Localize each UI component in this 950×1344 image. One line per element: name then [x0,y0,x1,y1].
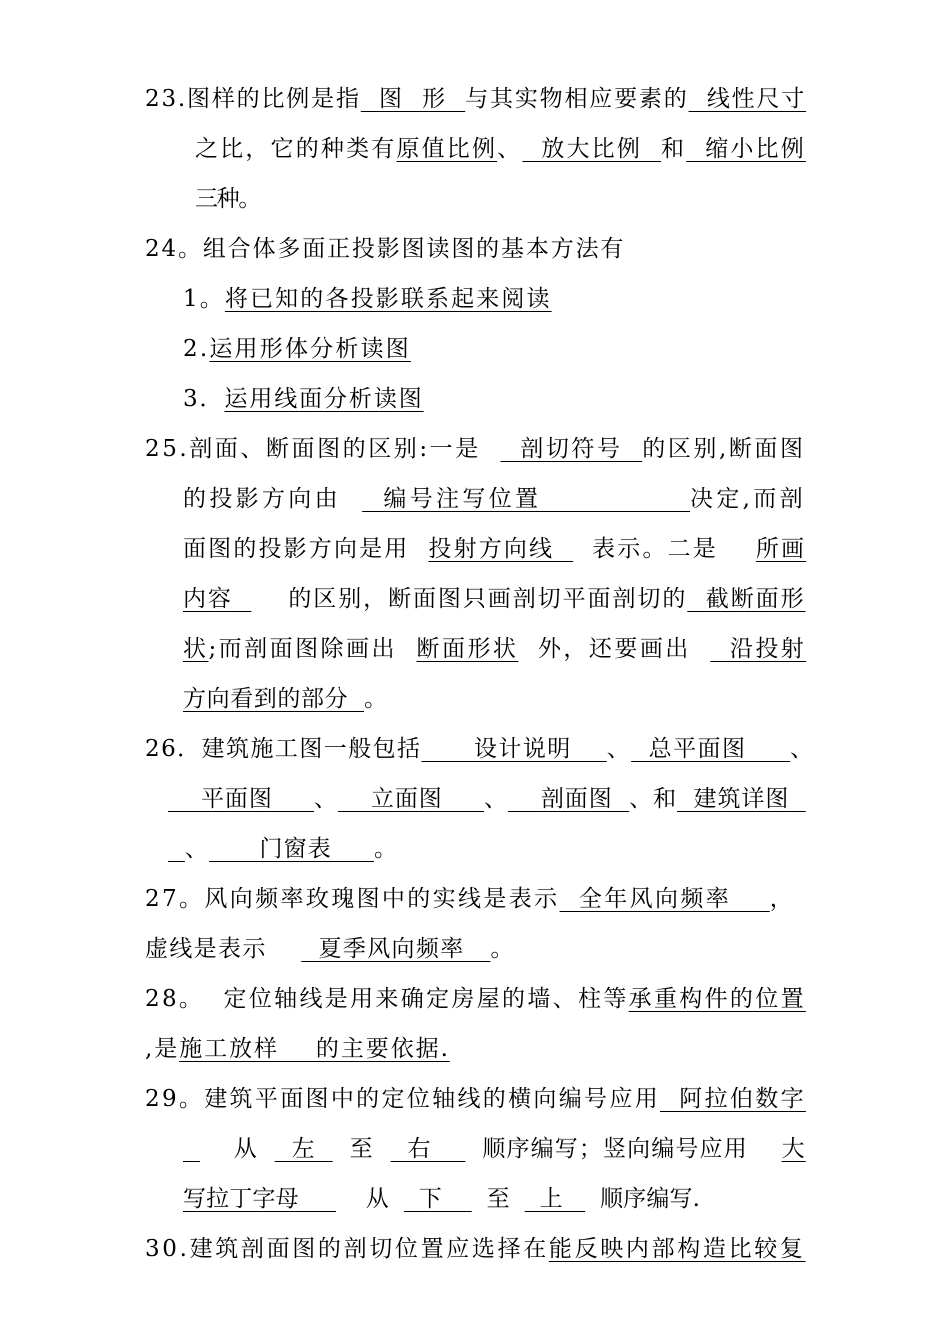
q25-line-4 [183,584,806,614]
text-segment: 、 [497,136,523,162]
text-segment: 面图的投影方向是用 [183,536,429,562]
text-segment: 至 [332,1136,391,1162]
text-segment: 的投影方向由 [183,486,363,512]
underlined-answer: 运用形体分析读图 [209,336,411,362]
text-segment: 顺序编写；竖向编号应用 [465,1136,782,1162]
text-segment: 23.图样的比例是指 [145,86,361,112]
underlined-answer: 设计说明 [421,736,607,762]
text-segment: 1。 [183,286,225,312]
q28-line-2 [145,1034,450,1064]
underlined-answer: 所画 [755,536,807,562]
underlined-answer: 缩小比例 [686,136,806,162]
text-segment: ,是 [145,1036,180,1062]
underlined-answer: 剖切符号 [500,436,643,462]
underlined-answer: 大 [781,1136,806,1162]
q29-line-1 [145,1084,806,1114]
underlined-answer: 承重构件的位置 [628,986,806,1012]
text-segment: 与其实物相应要素的 [465,86,689,112]
underlined-answer [183,1136,200,1162]
underlined-answer: 下 [403,1186,472,1212]
text-segment: 26．建筑施工图一般包括 [145,736,422,762]
text-segment: 外，还要画出 [518,636,711,662]
q29-line-2 [183,1134,806,1164]
text-segment: 的区别，断面图只画剖切平面剖切的 [251,586,688,612]
underlined-answer: 立面图 [337,786,484,812]
q24-line-1 [145,234,625,264]
underlined-answer: 将已知的各投影联系起来阅读 [224,286,552,312]
text-segment: 。 [490,936,515,962]
text-segment: 决定,而剖 [690,486,806,512]
underlined-answer: 全年风向频率 [559,886,770,912]
q25-line-2 [183,484,806,514]
text-segment: 24。组合体多面正投影图读图的基本方法有 [145,236,626,262]
text-segment: 和 [661,136,687,162]
text-segment: 、 [790,736,815,762]
underlined-answer: 沿投射 [710,636,807,662]
q25-line-3 [183,534,806,564]
text-segment: 2. [183,336,210,362]
text-segment: ;而剖面图除画出 [208,636,417,662]
underlined-answer: 平面图 [168,786,314,812]
text-segment: 、 [314,786,338,812]
q27-line-2 [145,934,515,964]
q24-item-2 [183,334,411,364]
q29-line-3 [183,1184,700,1214]
text-segment: 从 [199,1136,275,1162]
text-segment: 、 [184,836,209,862]
underlined-answer: 编号注写位置 [362,486,691,512]
underlined-answer: 内容 [183,586,252,612]
text-segment: 之比，它的种类有 [195,136,397,162]
underlined-answer: 门窗表 [208,836,374,862]
underlined-answer: 右 [390,1136,466,1162]
text-segment: 、 [483,786,508,812]
text-segment: 从 [335,1186,404,1212]
q26-line-1 [145,734,815,764]
text-segment: 、和 [629,786,678,812]
underlined-answer: 施工放样 的主要依据. [179,1036,450,1062]
q23-line-2 [195,134,806,164]
q26-line-3 [168,834,398,864]
text-segment: 的区别,断面图 [642,436,806,462]
text-segment: 顺序编写. [585,1186,701,1212]
underlined-answer: 能反映内部构造比较复 [548,1236,806,1262]
underlined-answer: 总平面图 [631,736,791,762]
q23-line-1 [145,84,806,114]
text-segment: 30.建筑剖面图的剖切位置应选择在 [145,1236,549,1262]
text-segment: 27。风向频率玫瑰图中的实线是表示 [145,886,560,912]
underlined-answer: 建筑详图 [677,786,806,812]
text-segment: 25.剖面、断面图的区别:一是 [145,436,501,462]
q28-line-1 [145,984,806,1014]
text-segment: 至 [471,1186,525,1212]
underlined-answer [168,836,185,862]
q24-item-3 [183,384,424,414]
underlined-answer: 写拉丁字母 [183,1186,336,1212]
text-segment: ， [769,886,796,912]
underlined-answer: 上 [524,1186,586,1212]
underlined-answer: 投射方向线 [428,536,574,562]
text-segment: 表示。二是 [573,536,756,562]
q25-line-1 [145,434,806,464]
underlined-answer: 图 形 [360,86,466,112]
underlined-answer: 原值比例 [396,136,498,162]
q27-line-1 [145,884,795,914]
underlined-answer: 夏季风向频率 [301,936,491,962]
text-segment: 虚线是表示 [145,936,302,962]
underlined-answer: 左 [274,1136,333,1162]
underlined-answer: 放大比例 [522,136,662,162]
text-segment: 三种。 [195,186,261,212]
q25-line-5 [183,634,806,664]
text-segment: 。 [364,686,388,712]
q24-item-1 [183,284,552,314]
underlined-answer: 断面形状 [416,636,519,662]
underlined-answer: 状 [183,636,209,662]
underlined-answer: 运用线面分析读图 [224,386,424,412]
underlined-answer: 剖面图 [507,786,630,812]
text-segment: 28。 定位轴线是用来确定房屋的墙、柱等 [145,986,629,1012]
underlined-answer: 方向看到的部分 [183,686,365,712]
q26-line-2 [168,784,806,814]
text-segment: 。 [373,836,399,862]
text-segment: 29。建筑平面图中的定位轴线的横向编号应用 [145,1086,661,1112]
q23-line-3 [195,184,260,214]
text-segment: 、 [606,736,632,762]
underlined-answer: 阿拉伯数字 [660,1086,806,1112]
q30-line-1 [145,1234,806,1264]
underlined-answer: 截断面形 [687,586,806,612]
underlined-answer: 线性尺寸 [688,86,807,112]
text-segment: 3． [183,386,225,412]
q25-line-6 [183,684,388,714]
